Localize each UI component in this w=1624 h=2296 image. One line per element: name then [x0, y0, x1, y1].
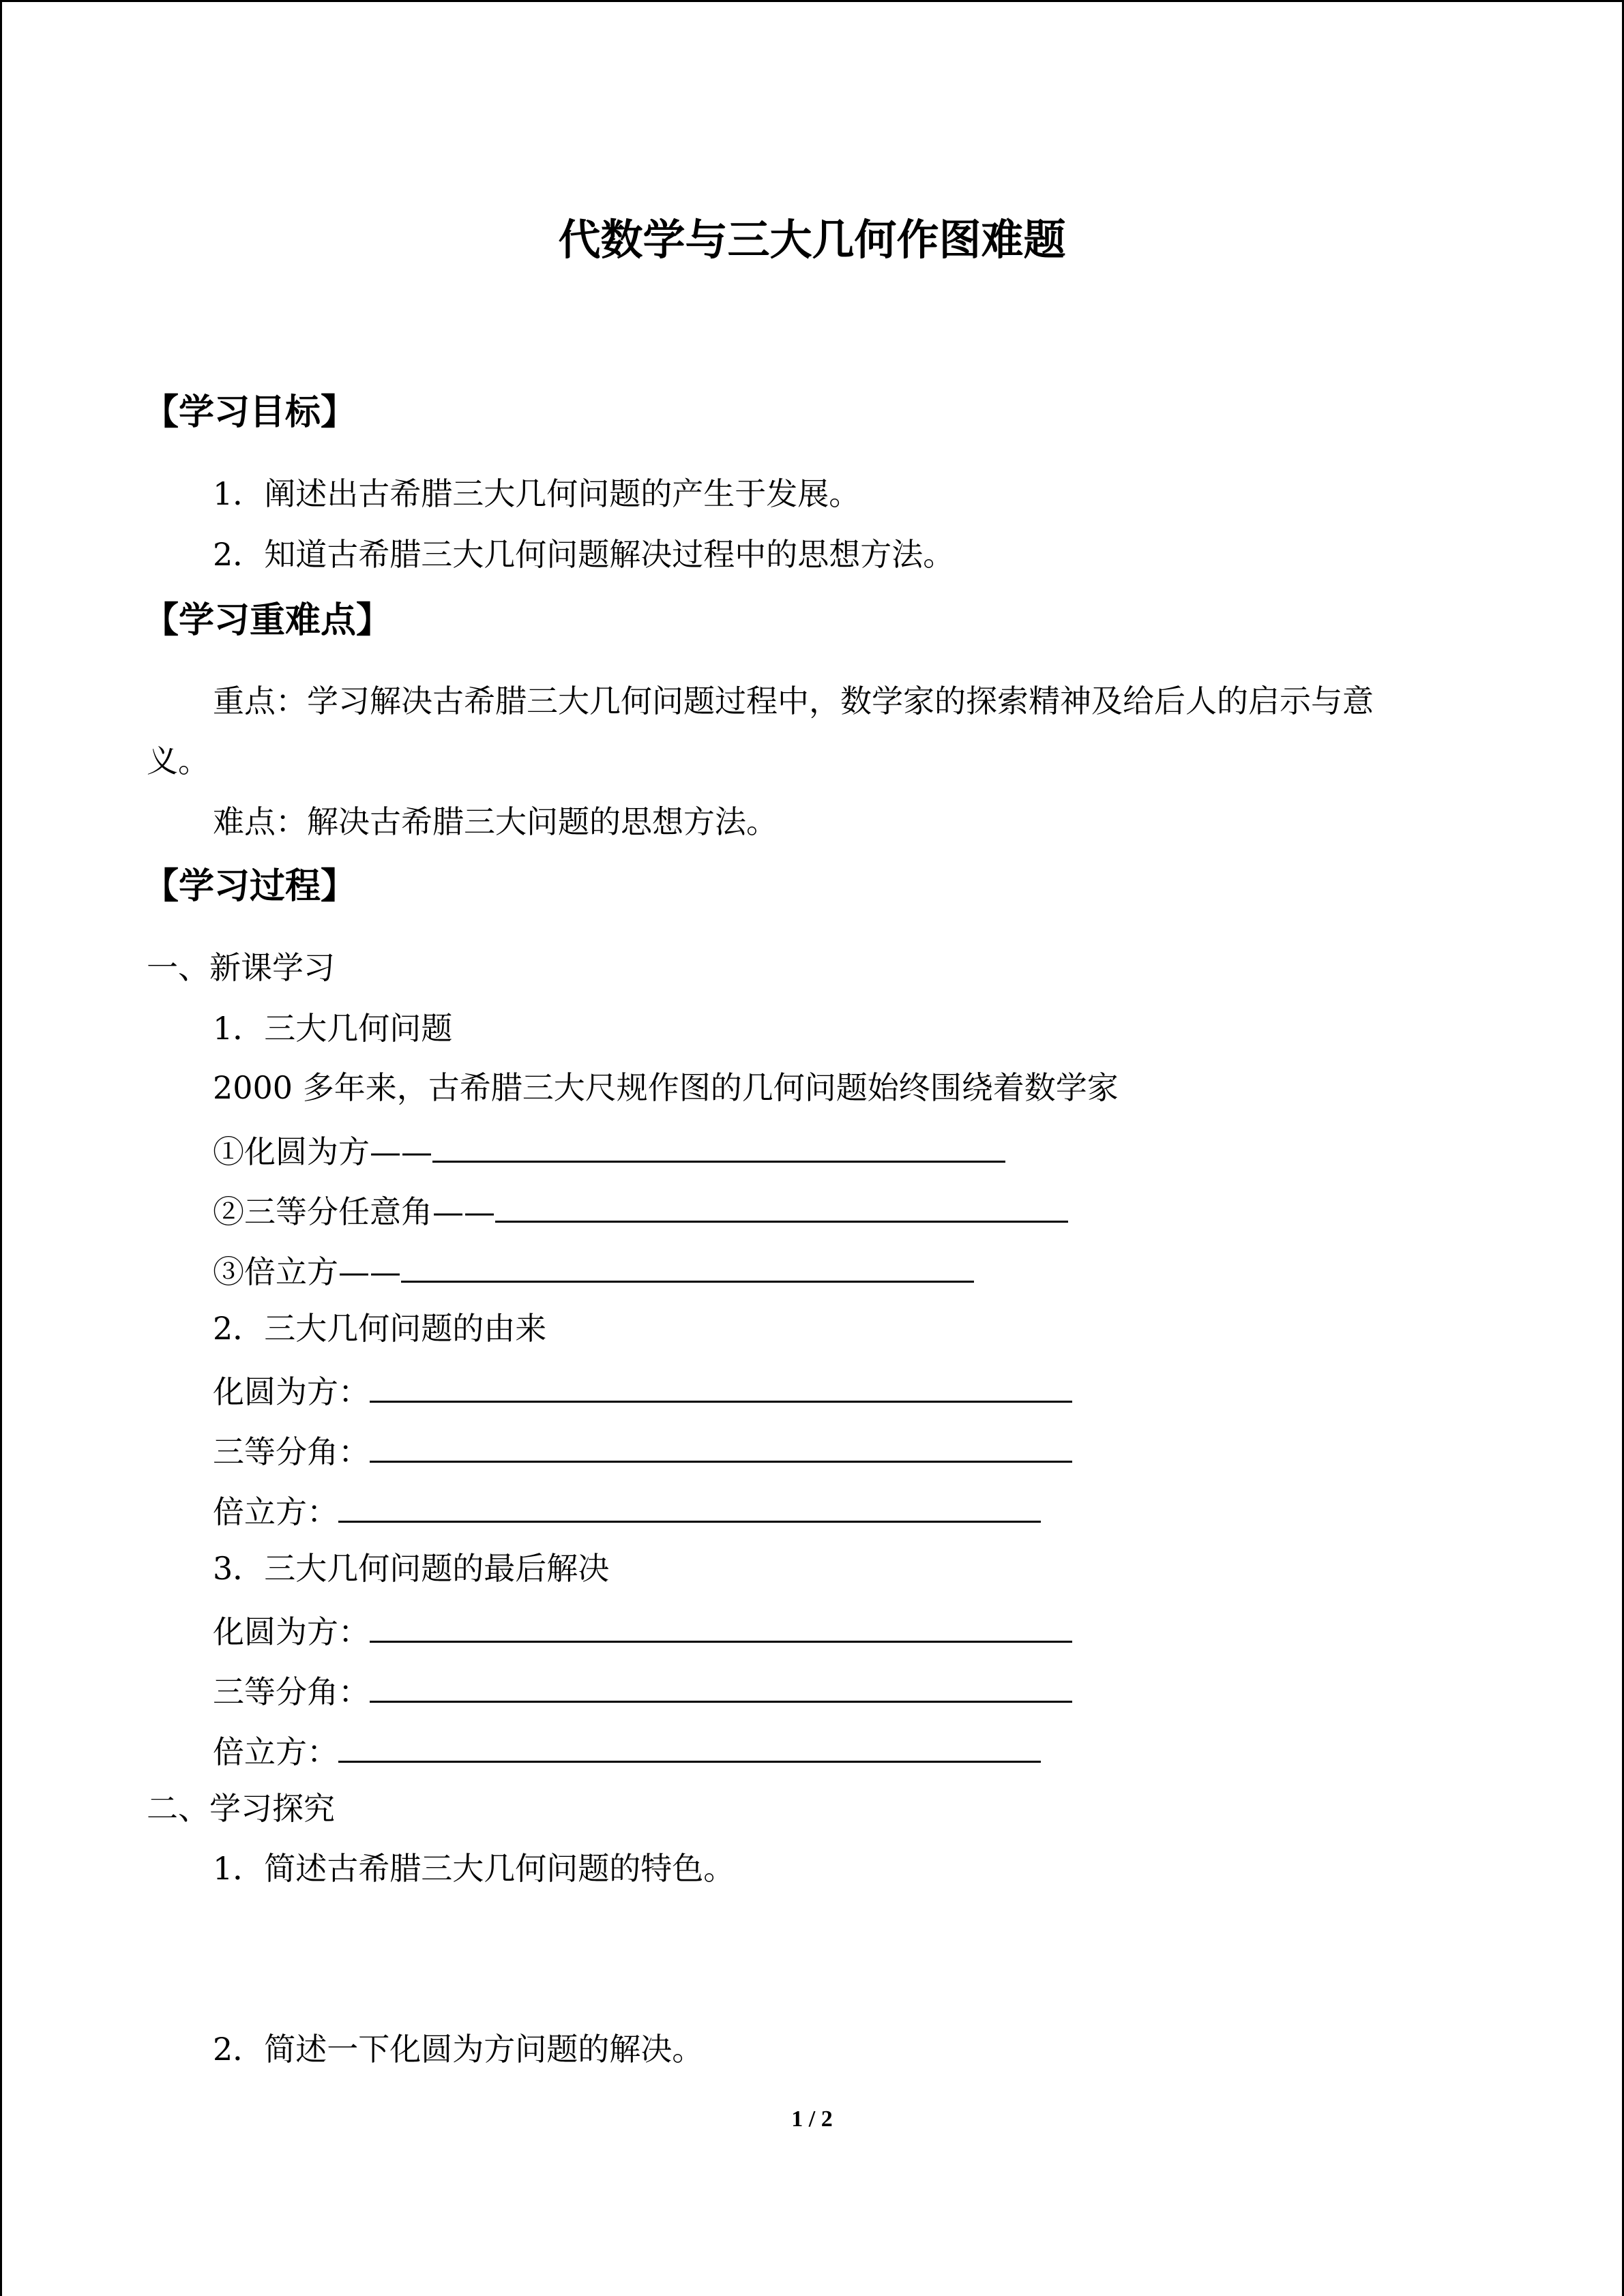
answer-blank[interactable]: [338, 1488, 1041, 1523]
difficult-point: 难点：解决古希腊三大问题的思想方法。: [213, 803, 778, 840]
fill-row-solution-c: [213, 1728, 1041, 1772]
heading-learning-process: 【学习过程】: [143, 866, 357, 907]
solution-c-label: 倍立方：: [213, 1733, 338, 1770]
explore-question-2: 2．简述一下化圆为方问题的解决。: [213, 2031, 704, 2068]
answer-blank[interactable]: [432, 1128, 1005, 1163]
answer-blank[interactable]: [338, 1728, 1041, 1763]
page-number: 1 / 2: [791, 2106, 833, 2132]
fill-row-solution-b: [213, 1668, 1072, 1712]
fill-row-solution-a: [213, 1608, 1072, 1652]
fill-row-origin-a: [213, 1368, 1072, 1412]
answer-blank[interactable]: [370, 1668, 1072, 1703]
page-border-top: [0, 0, 1624, 2]
page-border-left: [0, 0, 2, 2296]
answer-blank[interactable]: [370, 1428, 1072, 1463]
part1-label: 一、新课学习: [147, 949, 335, 986]
document-title: 代数学与三大几何作图难题: [558, 215, 1066, 265]
fill-row-origin-b: [213, 1428, 1072, 1472]
answer-blank[interactable]: [495, 1188, 1068, 1223]
solution-a-label: 化圆为方：: [213, 1613, 370, 1650]
fill-row-origin-c: [213, 1488, 1041, 1532]
sub2-label: 2．三大几何问题的由来: [213, 1310, 547, 1347]
origin-b-label: 三等分角：: [213, 1433, 370, 1470]
sub1-label: 1．三大几何问题: [213, 1010, 453, 1047]
goal-item-2: 2．知道古希腊三大几何问题解决过程中的思想方法。: [213, 536, 955, 573]
q3-label: ③倍立方——: [213, 1253, 401, 1290]
q2-label: ②三等分任意角——: [213, 1193, 495, 1230]
part2-label: 二、学习探究: [147, 1790, 335, 1827]
explore-question-1: 1．简述古希腊三大几何问题的特色。: [213, 1850, 735, 1887]
key-point-line-2: 义。: [147, 743, 209, 779]
fill-row-trisect-angle: [213, 1188, 1068, 1232]
origin-c-label: 倍立方：: [213, 1493, 338, 1530]
answer-blank[interactable]: [401, 1248, 974, 1283]
answer-blank[interactable]: [370, 1368, 1072, 1403]
q1-label: ①化圆为方——: [213, 1133, 432, 1170]
fill-row-double-cube: [213, 1248, 974, 1292]
fill-row-squaring-circle: [213, 1128, 1005, 1172]
sub1-intro: 2000 多年来，古希腊三大尺规作图的几何问题始终围绕着数学家: [213, 1069, 1119, 1106]
origin-a-label: 化圆为方：: [213, 1373, 370, 1410]
goal-item-1: 1．阐述出古希腊三大几何问题的产生于发展。: [213, 475, 861, 512]
answer-blank[interactable]: [370, 1608, 1072, 1643]
heading-key-difficult-points: 【学习重难点】: [143, 600, 392, 641]
key-point-line-1: 重点：学习解决古希腊三大几何问题过程中，数学家的探索精神及给后人的启示与意: [213, 683, 1374, 719]
sub3-label: 3．三大几何问题的最后解决: [213, 1550, 610, 1587]
heading-learning-goals: 【学习目标】: [143, 392, 357, 433]
solution-b-label: 三等分角：: [213, 1673, 370, 1710]
